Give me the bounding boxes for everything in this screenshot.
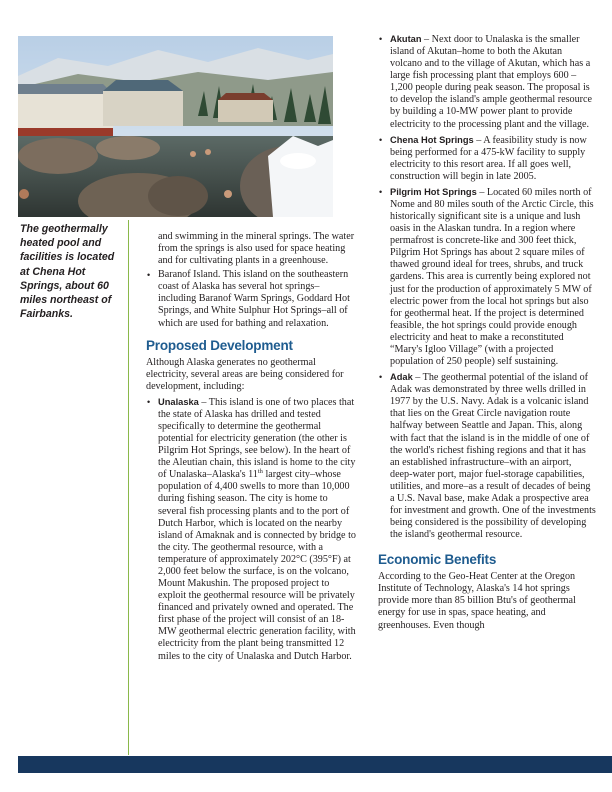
list-item-akutan [378, 33, 596, 131]
proposed-list [146, 396, 356, 663]
list-item-unalaska [146, 396, 356, 663]
unalaska-text-a: – This island is one of two places that the state of Alaska has drilled and tested specifically to determine the geothermal potential for electricity generation (the other is Pilgrim Hot Springs, see below). In the heart of the Aleutian chain, this island is home to the city of Unalaska–Alaska's 11 [158, 396, 356, 481]
right-column [378, 33, 596, 632]
baranof-text: Baranof Island. This island on the southeastern coast of Alaska has several hot springs–including Baranof Warm Springs, Goddard Hot Springs, and White Sulphur Hot Springs–all of which are used for bathing and relaxation. [158, 269, 350, 329]
akutan-text: – Next door to Unalaska is the smaller island of Akutan–home to both the Akutan volcano and to the village of Akutan, which has a large fish processing plant that employs 600 – 1,200 people during peak season. The proposal is to develop the island's ample geothermal resource by building a 10-MW power plant to provide electricity to the processing plant and the village. [390, 34, 593, 130]
term-pilgrim: Pilgrim Hot Springs [390, 186, 477, 197]
sites-list [378, 33, 596, 541]
proposed-intro: Although Alaska generates no geothermal electricity, several areas are being considered for development, including: [146, 356, 344, 392]
footer-bar [18, 756, 612, 773]
term-chena: Chena Hot Springs [390, 134, 474, 145]
column-divider [128, 220, 129, 755]
list-item-baranof [146, 269, 356, 329]
list-item-chena [378, 134, 596, 183]
list-item-adak [378, 371, 596, 541]
adak-text: – The geothermal potential of the island of Adak was demonstrated by three wells drilled in 1977 by the U.S. Navy. Adak is a volcanic island that lies on the Great Circle navigation route halfway between Seattle and Japan. This, along with fact that the island is in the middle of one of the world's richest fishing regions and that it has an established infrastructure–with an airport, deep-water port, major fuel-storage capabilities, utilities, and more–as a result of decades of being a U.S. Naval base, make Adak a prospective area for investment and growth. One of the investments being considered is the possibility of developing the island's geothermal resource. [390, 372, 596, 541]
photo-caption: The geothermally heated pool and facilities is located at Chena Hot Springs, about 60 miles northeast of Fairbanks. [20, 223, 115, 321]
hot-springs-photo [18, 36, 333, 217]
term-akutan: Akutan [390, 34, 422, 44]
list-item-pilgrim [378, 186, 596, 368]
heading-proposed-development: Proposed Development [146, 337, 293, 353]
unalaska-text-b: largest city–whose population of 4,400 swells to more than 10,000 during fishing season. The city is home to several fish processing plants and to the port of Dutch Harbor, which is located on the nearby island of Amaknak and is connected by bridge to the city. The geothermal resource, with a temperature of approximately 202°C (395°F) at 2,000 feet below the surface, is on the volcano, Mount Makushin. The proposed project to exploit the geothermal resource will be privately financed and privately owned and operated. The first phase of the project will consist of an 18-MW geothermal electric generation facility, with electricity from the plant being transmitted 12 miles to the city of Unalaska and Dutch Harbor. [158, 469, 356, 662]
economic-text: According to the Geo-Heat Center at the Oregon Institute of Technology, Alaska's 14 hot springs provide more than 85 billion Btu's of geothermal energy for use in spas, space heating, and greenhouses. Even though [378, 571, 576, 631]
pilgrim-text: – Located 60 miles north of Nome and 80 miles south of the Arctic Circle, this historically significant site is a unique and lush oasis in the Alaskan tundra. In a region where permafrost is concrete-like and 300 feet thick, Pilgrim Hot Springs has about 2 square miles of thawed ground ideal for trees, shrubs, and truck gardens. This area is currently being explored not just for the production of approximately 5 MW of electric power from the local hot springs but also for geothermal heat. If the project is determined feasible, the hot springs could provide enough electricity and heat to make a reconstituted “Mary's Igloo Village” (with a projected population of 250 people) self sustaining. [390, 186, 594, 368]
chena-text: – A feasibility study is now being performed for a 475-kW facility to supply electricity to this resort area. If all goes well, construction will begin in late 2005. [390, 134, 587, 182]
middle-column [146, 231, 356, 666]
heading-economic-benefits: Economic Benefits [378, 552, 497, 568]
springs-list [146, 269, 356, 329]
continued-paragraph: and swimming in the mineral springs. The water from the springs is also used for space heating and for cultivating plants in a greenhouse. [158, 231, 355, 267]
term-unalaska: Unalaska [158, 396, 199, 407]
unalaska-sup: th [257, 468, 263, 476]
term-adak: Adak [390, 372, 413, 383]
